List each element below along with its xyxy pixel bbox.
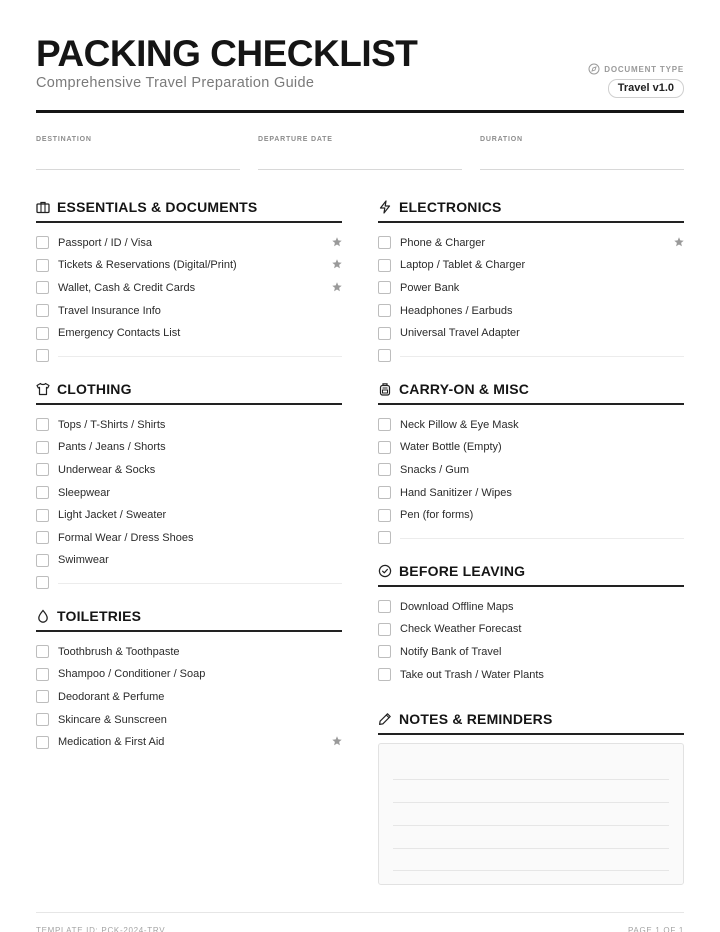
item-label: Headphones / Earbuds (400, 304, 513, 317)
checkbox[interactable] (36, 509, 49, 522)
item-label: Shampoo / Conditioner / Soap (58, 668, 206, 681)
checkbox[interactable] (378, 441, 391, 454)
checklist-item[interactable] (36, 254, 342, 277)
checkbox[interactable] (36, 713, 49, 726)
item-label: Underwear & Socks (58, 463, 156, 476)
page (36, 0, 684, 932)
backpack-icon (378, 382, 392, 396)
item-label: Deodorant & Perfume (58, 690, 165, 703)
checkbox[interactable] (36, 304, 49, 317)
checkbox[interactable] (378, 281, 391, 294)
departure-date-field[interactable] (258, 136, 462, 170)
page-title: PACKING CHECKLIST (36, 33, 418, 74)
section-notes (378, 708, 684, 885)
item-label: Notify Bank of Travel (400, 645, 502, 658)
blank-checklist-item[interactable] (36, 344, 342, 367)
checkbox[interactable] (36, 645, 49, 658)
checklist-item[interactable] (378, 618, 684, 641)
note-line (393, 802, 669, 803)
note-line (393, 779, 669, 780)
checkbox[interactable] (36, 281, 49, 294)
pencil-icon (378, 712, 392, 726)
star-icon (674, 237, 684, 247)
checkbox[interactable] (36, 349, 49, 362)
checkbox[interactable] (36, 531, 49, 544)
checklist-item[interactable] (36, 504, 342, 527)
checklist-item[interactable] (36, 481, 342, 504)
checkbox[interactable] (378, 600, 391, 613)
note-line (393, 825, 669, 826)
departure-date-label: DEPARTURE DATE (258, 136, 333, 143)
item-label: Pants / Jeans / Shorts (58, 441, 166, 454)
section-title: CLOTHING (57, 381, 132, 397)
checkbox[interactable] (36, 576, 49, 589)
checkbox[interactable] (378, 623, 391, 636)
checklist-item[interactable] (378, 414, 684, 437)
item-label: Tops / T-Shirts / Shirts (58, 418, 166, 431)
item-label: Swimwear (58, 554, 109, 567)
checklist-item[interactable] (36, 549, 342, 572)
blank-write-line[interactable] (400, 356, 684, 357)
checklist-item[interactable] (36, 232, 342, 255)
checkbox[interactable] (378, 463, 391, 476)
star-icon (332, 282, 342, 292)
checklist-item[interactable] (378, 322, 684, 345)
checklist-item[interactable] (36, 459, 342, 482)
blank-write-line[interactable] (58, 356, 342, 357)
checkbox[interactable] (36, 327, 49, 340)
item-label: Passport / ID / Visa (58, 236, 152, 249)
section-divider (378, 733, 684, 735)
blank-write-line[interactable] (400, 538, 684, 539)
checklist-item[interactable] (36, 663, 342, 686)
item-label: Pen (for forms) (400, 509, 474, 522)
compass-icon (588, 63, 600, 75)
section-title: ELECTRONICS (399, 199, 502, 215)
lightning-icon (378, 200, 392, 214)
checklist-item[interactable] (378, 459, 684, 482)
item-label: Take out Trash / Water Plants (400, 668, 544, 681)
duration-field[interactable] (480, 136, 684, 170)
document-type-badge: Travel v1.0 (608, 79, 684, 98)
item-label: Sleepwear (58, 486, 110, 499)
section-essentials (36, 196, 342, 367)
checklist-item[interactable] (36, 436, 342, 459)
duration-label: DURATION (480, 136, 523, 143)
checklist-item[interactable] (378, 232, 684, 255)
checklist-item[interactable] (378, 663, 684, 686)
checkbox[interactable] (36, 259, 49, 272)
checklist-item[interactable] (378, 277, 684, 300)
item-label: Snacks / Gum (400, 463, 470, 476)
checklist-item[interactable] (36, 641, 342, 664)
note-line (393, 848, 669, 849)
checklist-item[interactable] (36, 299, 342, 322)
item-label: Toothbrush & Toothpaste (58, 645, 180, 658)
departure-date-input-line[interactable] (258, 169, 462, 170)
checkbox[interactable] (378, 668, 391, 681)
item-label: Skincare & Sunscreen (58, 713, 167, 726)
checklist-item[interactable] (36, 731, 342, 754)
section-divider (36, 221, 342, 223)
checkbox[interactable] (36, 486, 49, 499)
section-electronics (378, 196, 684, 367)
checklist-item[interactable] (36, 708, 342, 731)
checkbox[interactable] (378, 304, 391, 317)
item-label: Medication & First Aid (58, 736, 165, 749)
checklist-item[interactable] (36, 322, 342, 345)
checkbox[interactable] (36, 441, 49, 454)
checkbox[interactable] (36, 236, 49, 249)
checkbox[interactable] (378, 349, 391, 362)
checkbox[interactable] (36, 554, 49, 567)
item-label: Check Weather Forecast (400, 623, 522, 636)
blank-checklist-item[interactable] (36, 572, 342, 595)
page-subtitle: Comprehensive Travel Preparation Guide (36, 75, 315, 91)
item-label: Neck Pillow & Eye Mask (400, 418, 519, 431)
item-label: Universal Travel Adapter (400, 327, 520, 340)
checklist-item[interactable] (36, 686, 342, 709)
checklist-item[interactable] (378, 481, 684, 504)
destination-label: DESTINATION (36, 136, 92, 143)
section-divider (36, 630, 342, 632)
document-type (588, 63, 684, 98)
section-clothing (36, 378, 342, 594)
checkbox[interactable] (36, 736, 49, 749)
checklist-item[interactable] (36, 277, 342, 300)
checklist-item[interactable] (378, 596, 684, 619)
section-divider (378, 585, 684, 587)
header-divider (36, 110, 684, 113)
section-before-leaving (378, 560, 684, 686)
section-divider (378, 221, 684, 223)
checkbox[interactable] (378, 509, 391, 522)
shirt-icon (36, 382, 50, 396)
section-divider (36, 403, 342, 405)
document-type-label: DOCUMENT TYPE (604, 64, 684, 74)
item-label: Phone & Charger (400, 236, 485, 249)
section-toiletries (36, 605, 342, 753)
checklist-item[interactable] (378, 436, 684, 459)
notes-area[interactable] (378, 743, 684, 885)
checklist-item[interactable] (378, 254, 684, 277)
item-label: Wallet, Cash & Credit Cards (58, 281, 196, 294)
checkbox[interactable] (36, 418, 49, 431)
checkbox[interactable] (378, 486, 391, 499)
item-label: Tickets & Reservations (Digital/Print) (58, 259, 237, 272)
note-line (393, 870, 669, 871)
blank-write-line[interactable] (58, 583, 342, 584)
section-title: BEFORE LEAVING (399, 563, 526, 579)
briefcase-icon (36, 200, 50, 214)
item-label: Travel Insurance Info (58, 304, 161, 317)
check-circle-icon (378, 564, 392, 578)
blank-checklist-item[interactable] (378, 526, 684, 549)
section-title: TOILETRIES (57, 608, 142, 624)
checkbox[interactable] (378, 327, 391, 340)
destination-input-line[interactable] (36, 169, 240, 170)
section-divider (378, 403, 684, 405)
item-label: Hand Sanitizer / Wipes (400, 486, 512, 499)
star-icon (332, 259, 342, 269)
checkbox[interactable] (36, 690, 49, 703)
checkbox[interactable] (378, 645, 391, 658)
checkbox[interactable] (36, 668, 49, 681)
checklist-item[interactable] (36, 526, 342, 549)
star-icon (332, 237, 342, 247)
checklist-item[interactable] (378, 299, 684, 322)
star-icon (332, 736, 342, 746)
item-label: Download Offline Maps (400, 600, 514, 613)
checkbox[interactable] (378, 531, 391, 544)
checklist-item[interactable] (378, 641, 684, 664)
template-id: TEMPLATE ID: PCK-2024-TRV (36, 926, 166, 932)
duration-input-line[interactable] (480, 169, 684, 170)
checkbox[interactable] (378, 259, 391, 272)
section-title: CARRY-ON & MISC (399, 381, 530, 397)
footer-divider (36, 912, 684, 913)
section-title: NOTES & REMINDERS (399, 711, 553, 727)
item-label: Laptop / Tablet & Charger (400, 259, 526, 272)
item-label: Light Jacket / Sweater (58, 509, 167, 522)
section-carry-on (378, 378, 684, 549)
item-label: Formal Wear / Dress Shoes (58, 531, 194, 544)
checkbox[interactable] (378, 236, 391, 249)
checklist-item[interactable] (36, 414, 342, 437)
item-label: Emergency Contacts List (58, 327, 181, 340)
droplet-icon (36, 609, 50, 623)
checklist-item[interactable] (378, 504, 684, 527)
checkbox[interactable] (378, 418, 391, 431)
page-number: PAGE 1 OF 1 (627, 926, 684, 932)
checkbox[interactable] (36, 463, 49, 476)
blank-checklist-item[interactable] (378, 344, 684, 367)
item-label: Water Bottle (Empty) (400, 441, 502, 454)
section-title: ESSENTIALS & DOCUMENTS (57, 199, 258, 215)
destination-field[interactable] (36, 136, 240, 170)
item-label: Power Bank (400, 281, 460, 294)
